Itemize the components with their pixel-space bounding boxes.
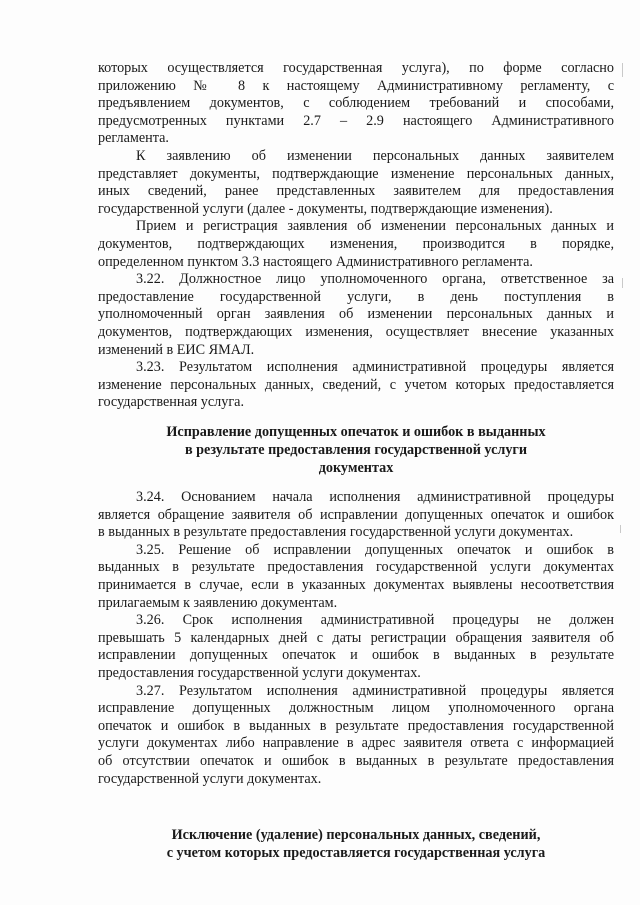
body-text-section-3-24-3-27 <box>98 489 614 788</box>
text-line: 3.25. Решение об исправлении допущенных опечаток и ошибок в <box>136 541 614 558</box>
body-text-section-3-21-3-23 <box>98 60 614 412</box>
text-line: предусмотренных пунктами 2.7 – 2.9 настоящего Административного <box>98 112 614 129</box>
scan-artifact <box>620 525 621 533</box>
text-line: принимается в случае, если в указанных документах выявлены несоответствия <box>98 576 614 593</box>
text-line: 3.24. Основанием начала исполнения административной процедуры <box>136 489 614 505</box>
text-line: 3.22. Должностное лицо уполномоченного органа, ответственное за <box>136 271 614 288</box>
text-line: прилагаемым к заявлению документам. <box>98 594 338 611</box>
text-line: 3.27. Результатом исполнения административной процедуры является <box>136 682 614 699</box>
heading-line: Исправление допущенных опечаток и ошибок в выданных <box>166 424 546 440</box>
heading-line: с учетом которых предоставляется государственная услуга <box>166 845 546 861</box>
text-line: документов, подтверждающих изменения, производится в порядке, <box>98 235 614 252</box>
text-line: представляет документы, подтверждающие изменение персональных данных, <box>98 165 614 182</box>
text-line: предоставления государственной услуги документах. <box>98 664 421 681</box>
text-line: документов, подтверждающих изменения, осуществляет внесение указанных <box>98 323 614 340</box>
text-line: об отсутствии опечаток и ошибок в выданных в результате предоставления <box>98 752 614 769</box>
text-line: является обращение заявителя об исправлении допущенных опечаток и ошибок <box>98 506 614 523</box>
text-line: предъявлением документов, с соблюдением требований и способами, <box>98 95 614 112</box>
text-line: регламента. <box>98 130 169 147</box>
text-line: государственной услуги документах. <box>98 770 322 787</box>
text-line: государственная услуга. <box>98 394 245 411</box>
text-line: услуги документах либо направление в адрес заявителя ответа с информацией <box>98 735 614 752</box>
text-line: определенном пунктом 3.3 настоящего Административного регламента. <box>98 253 533 270</box>
scan-artifact <box>622 278 623 288</box>
text-line: уполномоченный орган заявления об изменении персональных данных и <box>98 306 614 323</box>
text-line: иных сведений, ранее представленных заявителем для предоставления <box>98 183 614 200</box>
text-line: 3.23. Результатом исполнения административной процедуры является <box>136 359 614 376</box>
heading-line: документах <box>318 460 394 476</box>
text-line: государственной услуги (далее - документы, подтверждающие изменения). <box>98 200 553 217</box>
section-heading-corrections <box>98 423 614 477</box>
text-line: в выданных в результате предоставления государственной услуги документах. <box>98 524 574 541</box>
text-line: выданных в результате предоставления государственной услуги документах <box>98 559 614 576</box>
text-line: опечаток и ошибок в выданных в результате предоставления государственной <box>98 717 614 734</box>
text-line: предоставление государственной услуги, в день поступления в <box>98 288 614 305</box>
text-line: которых осуществляется государственная услуга), по форме согласно <box>98 60 614 76</box>
text-line: превышать 5 календарных дней с даты регистрации обращения заявителя об <box>98 629 614 646</box>
section-heading-deletion <box>98 826 614 862</box>
text-line: исправление допущенных должностным лицом уполномоченного органа <box>98 700 614 717</box>
text-line: исправлении допущенных опечаток и ошибок в выданных в результате <box>98 647 614 664</box>
text-line: изменений в ЕИС ЯМАЛ. <box>98 341 255 358</box>
heading-line: в результате предоставления государственной услуги <box>184 442 528 458</box>
scan-artifact <box>622 63 623 77</box>
text-line: изменение персональных данных, сведений, с учетом которых предоставляется <box>98 376 614 393</box>
text-line: Прием и регистрация заявления об изменении персональных данных и <box>136 218 614 235</box>
text-line: 3.26. Срок исполнения административной процедуры не должен <box>136 612 614 629</box>
text-line: приложению № 8 к настоящему Административному регламенту, с <box>98 77 614 94</box>
text-line: К заявлению об изменении персональных данных заявителем <box>136 147 614 164</box>
heading-line: Исключение (удаление) персональных данных, сведений, <box>171 827 541 843</box>
